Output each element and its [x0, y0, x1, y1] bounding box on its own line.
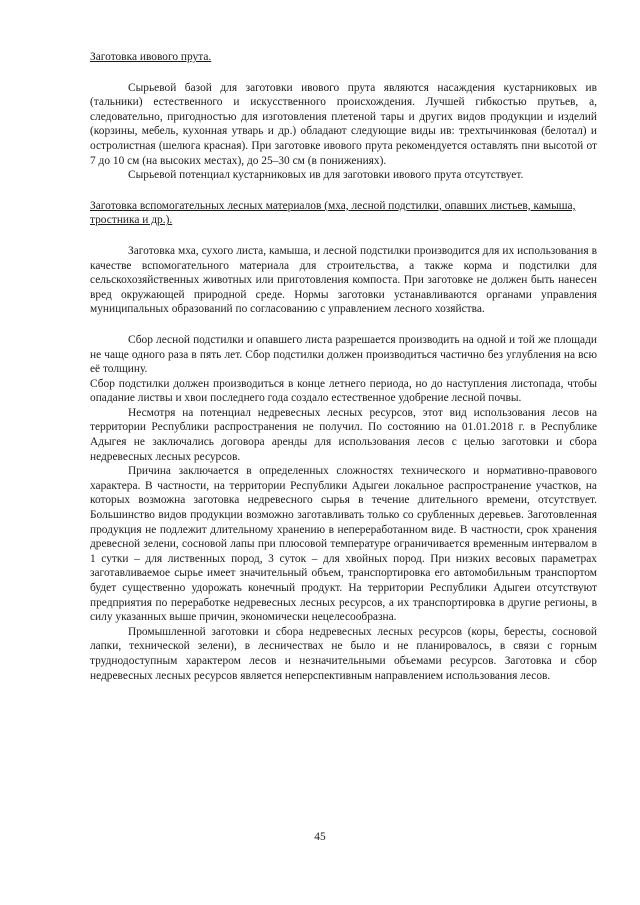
paragraph-litter-timing: Сбор подстилки должен производиться в конце летнего периода, но до наступления листопада, чтобы опадание листвы и хвои последнего года создало естественное удобрение лесной почвы.	[90, 377, 597, 405]
section-heading-willow: Заготовка ивового прута.	[90, 51, 212, 63]
page-number: 45	[314, 831, 326, 843]
section-heading-auxiliary: Заготовка вспомогательных лесных материалов (мха, лесной подстилки, опавших листьев, камыша, тростника и др.).	[90, 199, 576, 227]
paragraph-auxiliary-usage: Заготовка мха, сухого листа, камыша, и лесной подстилки производится для их использования в качестве вспомогательного материала для строительства, а также корма и подстилки для сельскохозяйственных животных или приготовления компоста. При заготовке не должен быть нанесен вред окружающей природной среде. Нормы заготовки устанавливаются органами управления муниципальных образований по согласованию с управлением лесного хозяйства.	[90, 244, 597, 316]
paragraph-industrial: Промышленной заготовки и сбора недревесных лесных ресурсов (коры, бересты, сосновой лапки, технической зелени), в лесничествах не было и не планировалось, в связи с горным труднодоступным характером лесов и незначительными объемами ресурсов. Заготовка и сбор недревесных лесных ресурсов является неперспективным направлением использования лесов.	[90, 625, 597, 682]
paragraph-litter-frequency: Сбор лесной подстилки и опавшего листа разрешается производить на одной и той же площади не чаще одного раза в пять лет. Сбор подстилки должен производиться частично без углубления на всю её толщину.	[90, 333, 597, 376]
paragraph-willow-potential: Сырьевой потенциал кустарниковых ив для заготовки ивового прута отсутствует.	[128, 169, 524, 182]
document-page	[90, 50, 597, 683]
paragraph-reason: Причина заключается в определенных сложностях технического и нормативно-правового характера. В частности, на территории Республики Адыгеи локальное распространение участков, на которых возможна заготовка недревесного сырья в течение длительного времени, отсутствует. Большинство видов продукции возможно заготавливать только со срубленных деревьев. Заготовленная продукция не подлежит длительному хранению в непереработанном виде. В частности, срок хранения древесной зелени, сосновой лапы при плюсовой температуре ограничивается временным интервалом в 1 сутки – для лиственных пород, 3 суток – для хвойных пород. При низких весовых параметрах заготавливаемое сырье имеет значительный объем, транспортировка его автомобильным транспортом будет существенно удорожать конечный продукт. На территории Республики Адыгеи отсутствуют предприятия по переработке недревесных лесных ресурсов, а их транспортировка в другие регионы, в силу указанных выше причин, экономически нецелесообразна.	[90, 465, 597, 624]
paragraph-resource-potential: Несмотря на потенциал недревесных лесных ресурсов, этот вид использования лесов на территории Республики распространения не получил. По состоянию на 01.01.2018 г. в Республике Адыгея не заключались договора аренды для использования лесов с целью заготовки и сбора недревесных лесных ресурсов.	[90, 406, 597, 463]
paragraph-willow-base: Сырьевой базой для заготовки ивового прута являются насаждения кустарниковых ив (тальники) естественного и искусственного происхождения. Лучшей гибкостью прутьев, а, следовательно, пригодностью для изготовления плетеной тары и других видов продукции и изделий (корзины, мебель, кухонная утварь и др.) обладают следующие виды ив: трехтычинковая (белотал) и остролистная (шелюга красная). При заготовке ивового прута рекомендуется оставлять пни высотой от 7 до 10 см (на высоких местах), до 25–30 см (в понижениях).	[90, 81, 597, 167]
